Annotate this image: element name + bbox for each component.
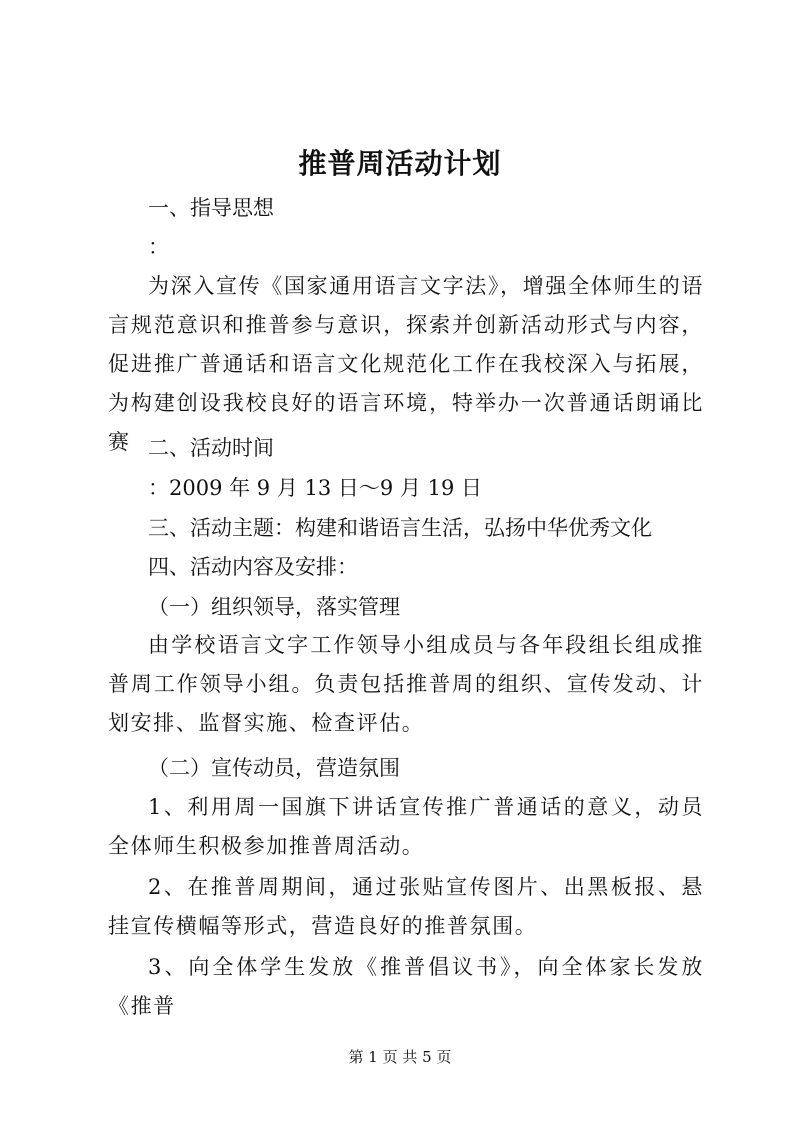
- section-4-heading: 四、活动内容及安排：: [148, 555, 358, 579]
- list-item-1: 1、利用周一国旗下讲话宣传推广普通话的意义，动员全体师生积极参加推普周活动。: [108, 795, 704, 858]
- list-item-2: 2、在推普周期间，通过张贴宣传图片、出黑板报、悬挂宣传横幅等形式，营造良好的推普氛围。: [108, 875, 704, 938]
- list-item-3: 3、向全体学生发放《推普倡议书》，向全体家长发放《推普: [108, 955, 704, 1018]
- section-2-heading: 二、活动时间: [148, 436, 274, 460]
- page-footer: 第 1 页 共 5 页: [348, 1048, 452, 1066]
- subsection-1-heading: （一）组织领导，落实管理: [148, 595, 400, 619]
- section-1-heading: 一、指导思想: [148, 196, 274, 220]
- section-1-paragraph: 为深入宣传《国家通用语言文字法》，增强全体师生的语言规范意识和推普参与意识，探索并创新活动形式与内容，促进推广普通话和语言文化规范化工作在我校深入与拓展，为构建创设我校良好的语言环境，特举办一次普通话朗诵比赛: [108, 274, 704, 454]
- section-1-colon: ：: [148, 235, 169, 259]
- section-3-heading: 三、活动主题：构建和谐语言生活，弘扬中华优秀文化: [148, 516, 652, 540]
- document-title: 推普周活动计划: [298, 147, 502, 180]
- section-2-time: ：2009 年 9 月 13 日～9 月 19 日: [148, 476, 483, 500]
- subsection-1-paragraph: 由学校语言文字工作领导小组成员与各年段组长组成推普周工作领导小组。负责包括推普周的组织、宣传发动、计划安排、监督实施、检查评估。: [108, 633, 704, 735]
- subsection-2-heading: （二）宣传动员，营造氛围: [148, 756, 400, 780]
